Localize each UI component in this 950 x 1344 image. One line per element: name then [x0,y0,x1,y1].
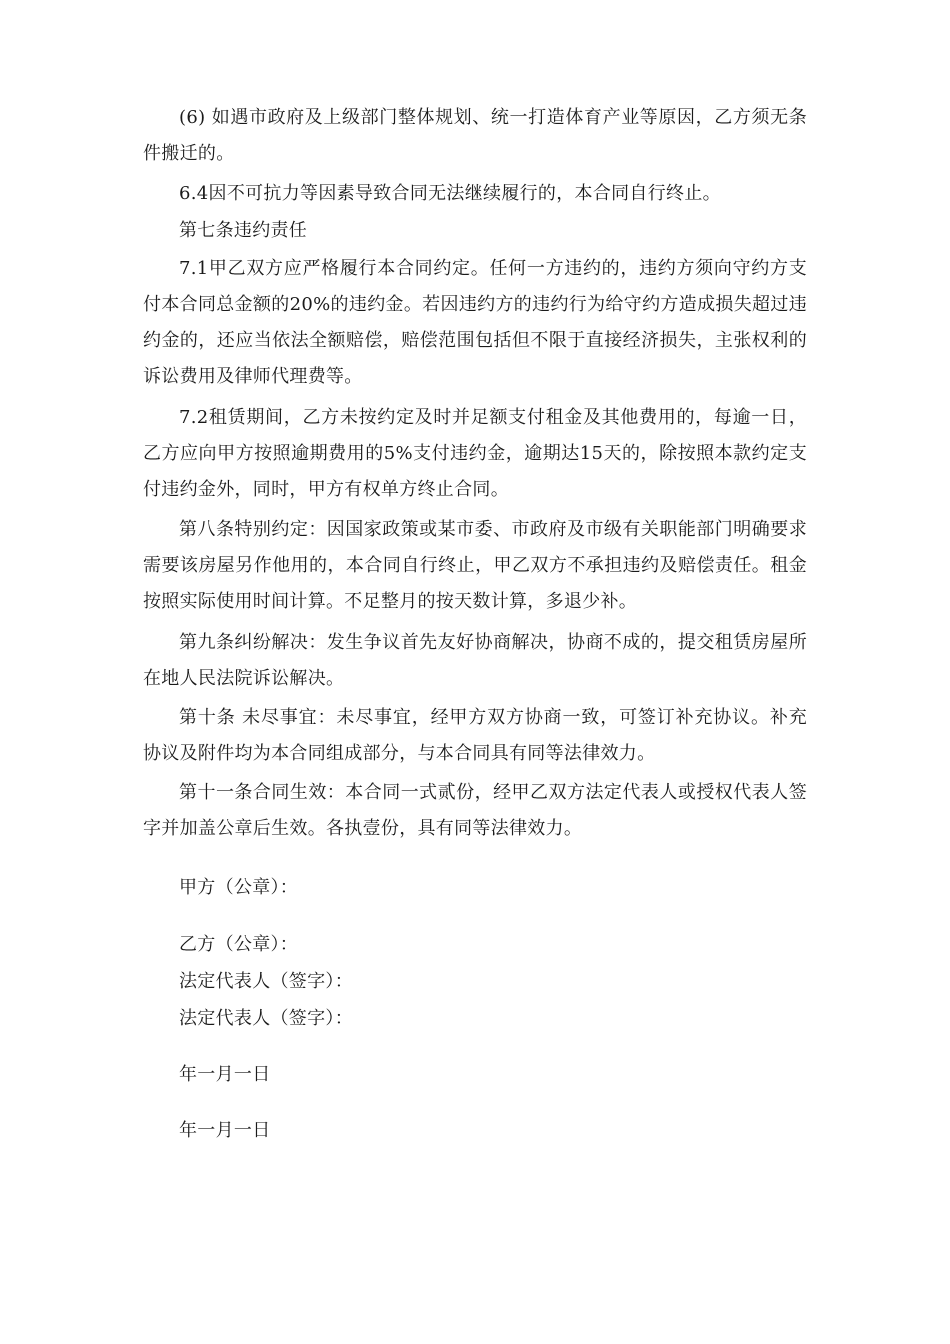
signing-date-1: 年一月一日 [179,1064,271,1085]
party-a-seal-label: 甲方（公章）： [179,877,299,898]
clause-6-3-6: (6) 如遇市政府及上级部门整体规划、统一打造体育产业等原因，乙方须无条件搬迁的。 [143,107,807,164]
clause-7-2: 7.2租赁期间，乙方未按约定及时并足额支付租金及其他费用的，每逾一日，乙方应向甲方按照逾期费用的5%支付违约金，逾期达15天的，除按照本款约定支付违约金外，同时，甲方有权单方终止合同。 [143,407,807,500]
legal-rep-signature-label-1: 法定代表人（签字）： [179,971,353,992]
signing-date-2: 年一月一日 [179,1120,271,1141]
clause-6-4: 6.4因不可抗力等因素导致合同无法继续履行的，本合同自行终止。 [179,183,721,204]
legal-rep-signature-label-2: 法定代表人（签字）： [179,1008,353,1029]
article-9: 第九条纠纷解决：发生争议首先友好协商解决，协商不成的，提交租赁房屋所在地人民法院诉讼解决。 [143,632,807,689]
article-7-heading: 第七条违约责任 [179,220,308,241]
party-b-seal-label: 乙方（公章）： [179,934,299,955]
article-10: 第十条 未尽事宜：未尽事宜，经甲方双方协商一致，可签订补充协议。补充协议及附件均为本合同组成部分，与本合同具有同等法律效力。 [143,707,807,764]
article-8: 第八条特别约定：因国家政策或某市委、市政府及市级有关职能部门明确要求需要该房屋另作他用的，本合同自行终止，甲乙双方不承担违约及赔偿责任。租金按照实际使用时间计算。不足整月的按天数计算，多退少补。 [143,519,807,612]
article-11: 第十一条合同生效：本合同一式贰份，经甲乙双方法定代表人或授权代表人签字并加盖公章后生效。各执壹份，具有同等法律效力。 [143,782,807,839]
clause-7-1: 7.1甲乙双方应严格履行本合同约定。任何一方违约的，违约方须向守约方支付本合同总金额的20%的违约金。若因违约方的违约行为给守约方造成损失超过违约金的，还应当依法全额赔偿，赔偿范围包括但不限于直接经济损失，主张权利的诉讼费用及律师代理费等。 [143,258,807,387]
